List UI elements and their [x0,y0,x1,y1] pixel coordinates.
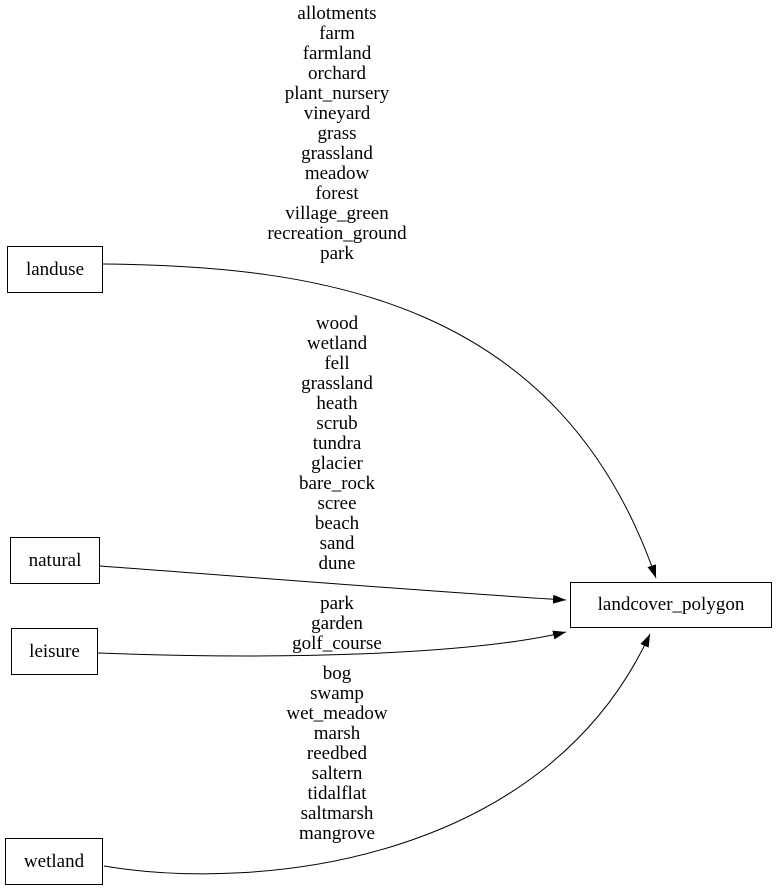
edge-value: wetland [306,333,368,354]
edge-value: grassland [301,373,373,394]
edge-value: farm [319,23,355,44]
edge-value: wet_meadow [286,703,388,724]
node-landcover-polygon [570,582,772,628]
edge-value: wood [315,313,359,334]
edge-value: farmland [302,43,372,64]
edge-label-natural [187,314,487,574]
edge-value: bog [322,663,352,684]
edge-value: glacier [311,453,363,474]
edge-value: saltmarsh [300,803,374,824]
edge-value: heath [316,393,358,414]
node-label: wetland [23,850,85,872]
edge-value: sand [319,533,355,554]
edge-value: park [320,243,354,264]
node-wetland [5,838,103,885]
edge-value: vineyard [303,103,371,124]
edge-value: park [320,593,354,614]
edge-value: village_green [285,203,389,224]
edge-value: scrub [316,413,358,434]
edge-label-wetland [187,664,487,844]
edge-value: saltern [311,763,363,784]
edge-value: swamp [310,683,364,704]
edge-value: mangrove [299,823,375,844]
node-landuse [7,246,103,293]
edge-value: fell [324,353,350,374]
edge-value: tidalflat [307,783,367,804]
edge-value: plant_nursery [284,83,390,104]
edge-value: recreation_ground [267,223,407,244]
edge-value: forest [315,183,359,204]
edge-value: allotments [297,3,377,24]
node-label: landcover_polygon [597,594,745,615]
edge-value: tundra [312,433,362,454]
node-label: natural [28,549,82,571]
edge-value: marsh [313,723,361,744]
edge-value: beach [314,513,360,534]
node-label: landuse [25,258,85,280]
edge-value: garden [311,613,363,634]
node-leisure [11,628,98,675]
edge-label-leisure [187,594,487,654]
edge-value: scree [317,493,357,514]
edge-value: golf_course [292,633,382,654]
edge-value: grassland [301,143,373,164]
node-label: leisure [29,640,80,662]
edge-value: orchard [307,63,367,84]
edge-value: meadow [304,163,370,184]
edge-value: dune [318,553,356,574]
edge-value: reedbed [306,743,368,764]
edge-label-landuse [187,4,487,264]
node-natural [10,537,100,584]
edge-value: grass [317,123,357,144]
edge-value: bare_rock [299,473,375,494]
